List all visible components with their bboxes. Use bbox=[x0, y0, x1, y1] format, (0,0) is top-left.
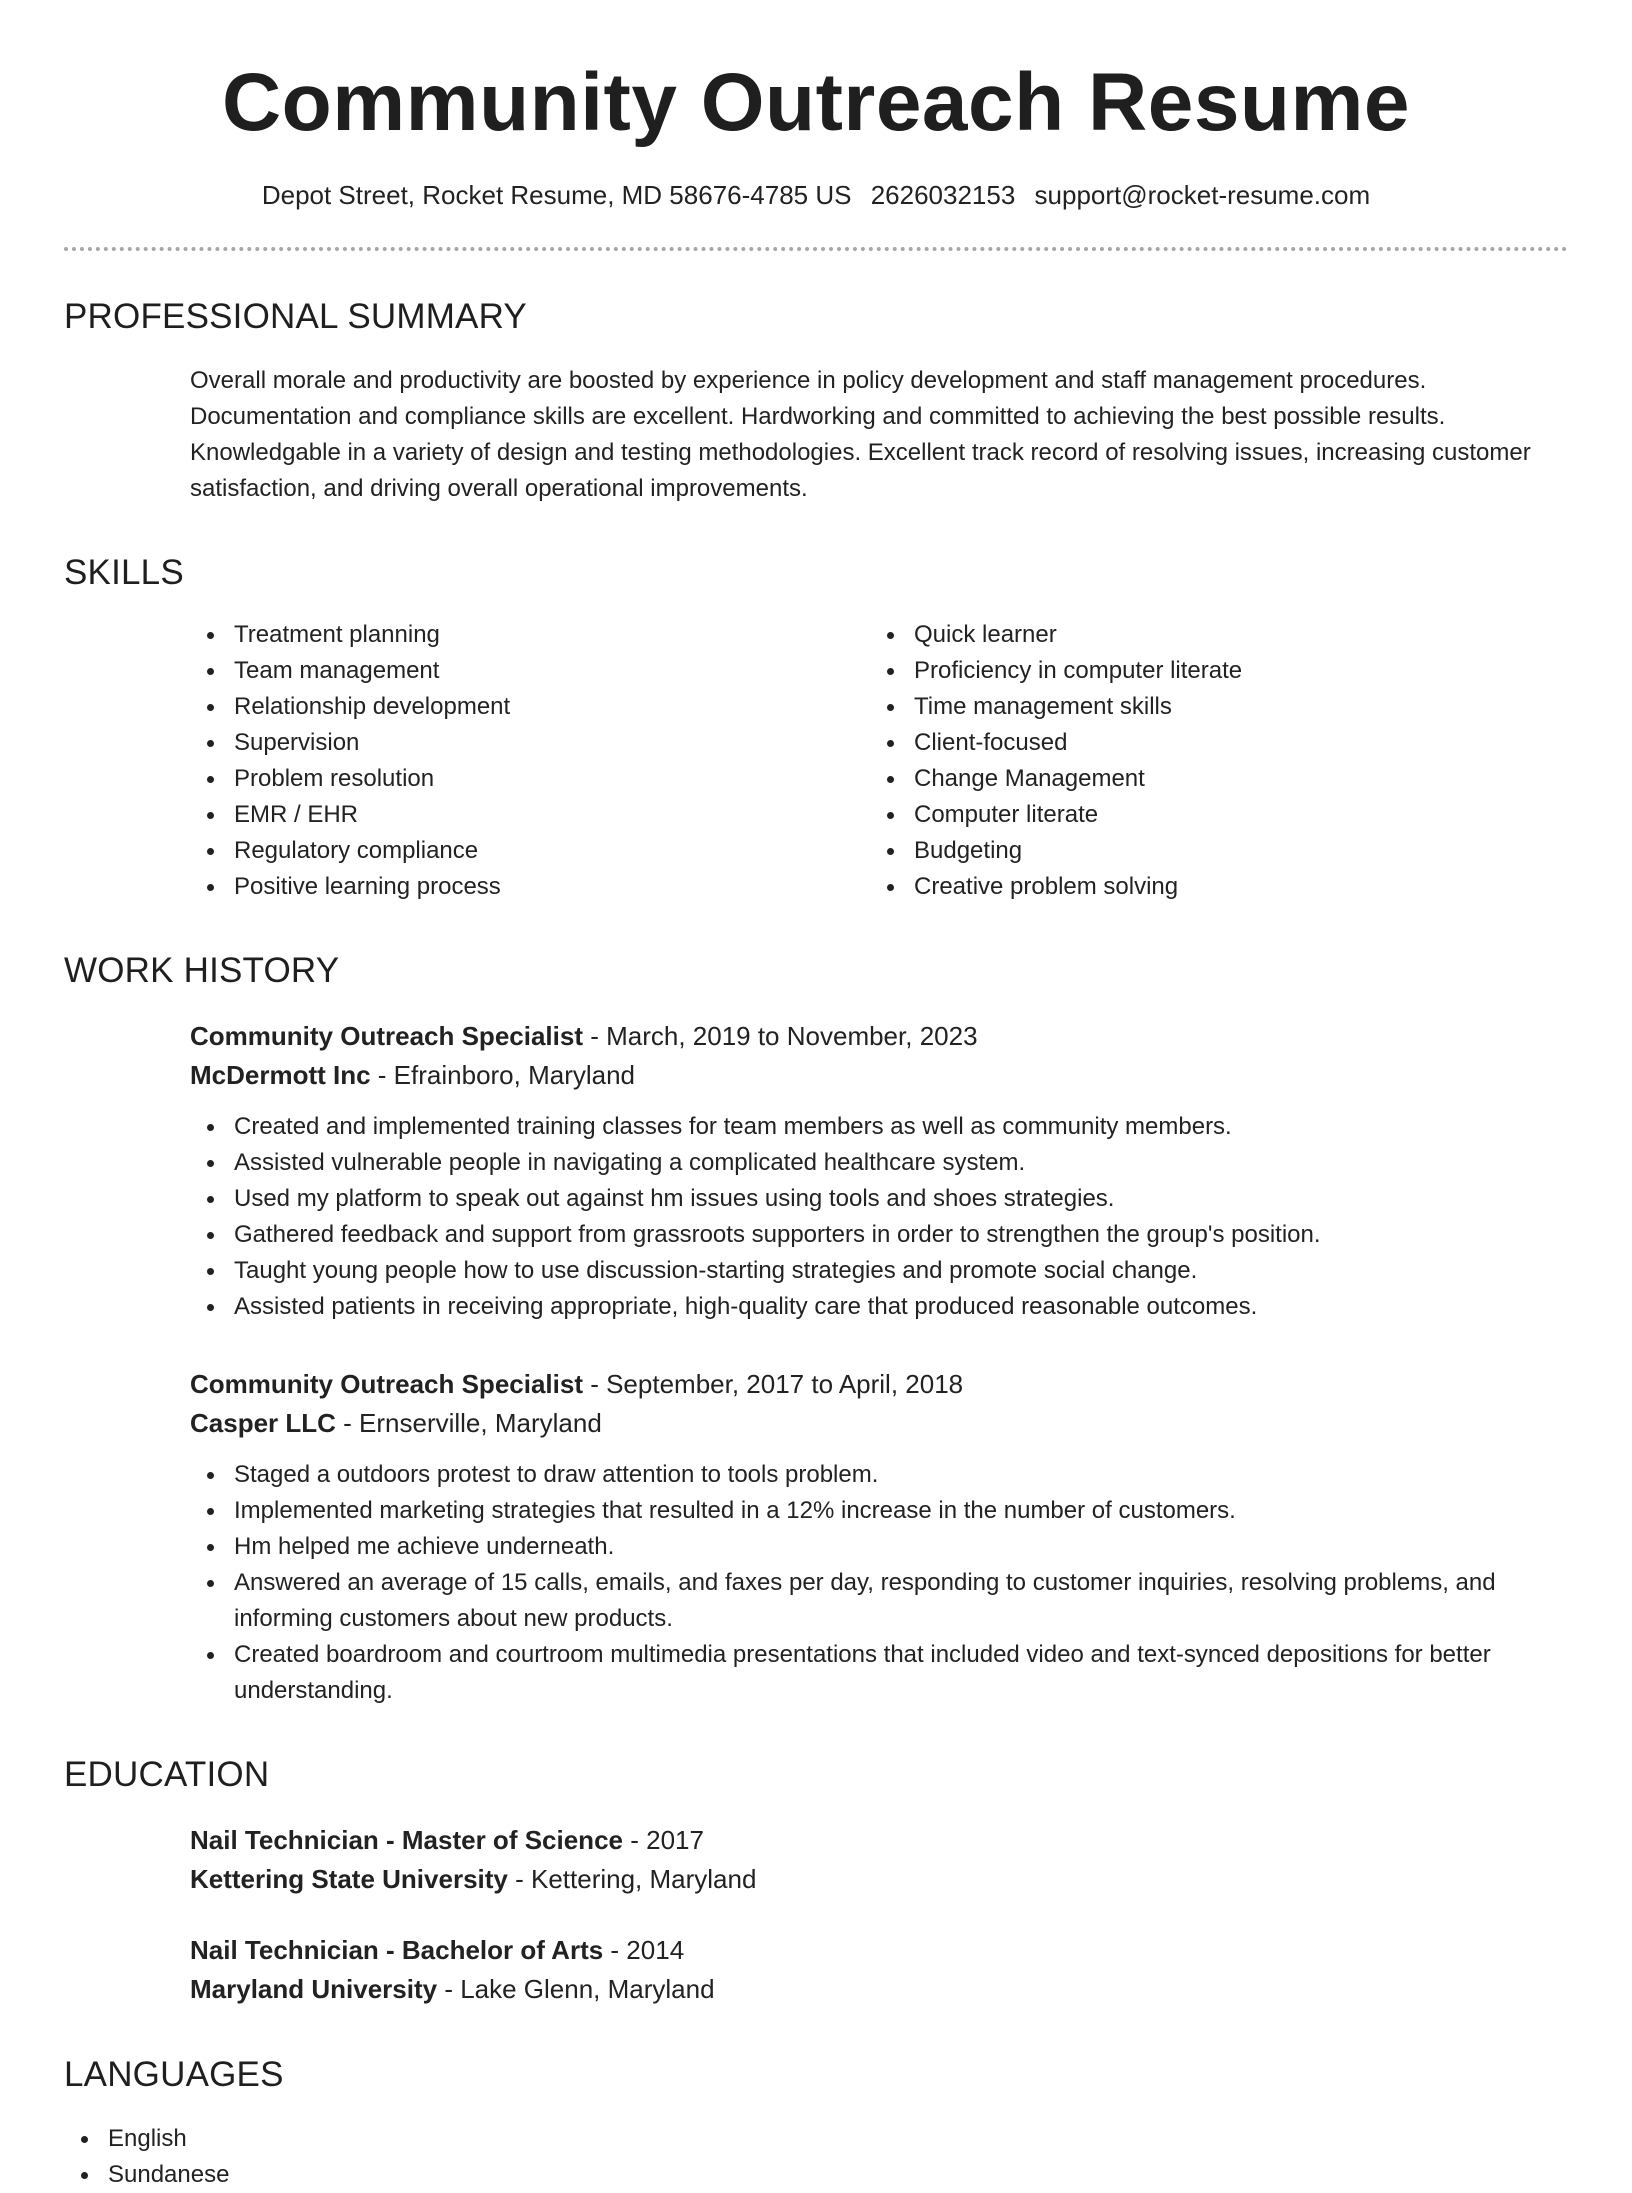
language-item: Sundanese bbox=[64, 2157, 1568, 2193]
education-degree: Nail Technician - Master of Science bbox=[190, 1825, 623, 1856]
job-bullet: Assisted vulnerable people in navigating a complicated healthcare system. bbox=[190, 1145, 1568, 1181]
languages-list bbox=[64, 2121, 1568, 2193]
education-school: Maryland University bbox=[190, 1974, 438, 2005]
job-company: Casper LLC bbox=[190, 1408, 336, 1439]
education-year: - 2017 bbox=[623, 1825, 704, 1856]
job-bullet: Hm helped me achieve underneath. bbox=[190, 1529, 1568, 1565]
header-divider bbox=[64, 247, 1568, 251]
job-bullet: Taught young people how to use discussion-starting strategies and promote social change. bbox=[190, 1253, 1568, 1289]
job-bullet: Assisted patients in receiving appropriate, high-quality care that produced reasonable outcomes. bbox=[190, 1289, 1568, 1325]
education-location: - Lake Glenn, Maryland bbox=[437, 1974, 715, 2005]
skill-item: Change Management bbox=[870, 761, 1242, 797]
job-bullet: Staged a outdoors protest to draw attention to tools problem. bbox=[190, 1457, 1568, 1493]
education-year: - 2014 bbox=[603, 1935, 685, 1966]
skills-section bbox=[64, 553, 1568, 905]
skill-item: EMR / EHR bbox=[190, 797, 870, 833]
education-school-line bbox=[190, 1970, 1568, 2009]
work-heading: WORK HISTORY bbox=[64, 951, 340, 991]
education-degree-line bbox=[190, 1931, 1568, 1970]
job-bullet: Created boardroom and courtroom multimedia presentations that included video and text-synced depositions for better understanding. bbox=[190, 1637, 1568, 1709]
education-entry bbox=[64, 1931, 1568, 2009]
languages-heading: LANGUAGES bbox=[64, 2055, 284, 2095]
languages-section bbox=[64, 2055, 1568, 2193]
job-bullet: Gathered feedback and support from grassroots supporters in order to strengthen the group's position. bbox=[190, 1217, 1568, 1253]
summary-section bbox=[64, 297, 1568, 507]
job-dates: - September, 2017 to April, 2018 bbox=[582, 1369, 964, 1400]
skill-item: Time management skills bbox=[870, 689, 1242, 725]
job-entry bbox=[64, 1017, 1568, 1325]
job-entry bbox=[64, 1365, 1568, 1709]
skill-item: Team management bbox=[190, 653, 870, 689]
skill-item: Relationship development bbox=[190, 689, 870, 725]
education-entry bbox=[64, 1821, 1568, 1899]
skills-columns bbox=[64, 617, 1568, 905]
contact-email: support@rocket-resume.com bbox=[1034, 180, 1371, 211]
education-school: Kettering State University bbox=[190, 1864, 508, 1895]
education-degree: Nail Technician - Bachelor of Arts bbox=[190, 1935, 604, 1966]
job-company-line bbox=[190, 1404, 1568, 1443]
job-bullet: Used my platform to speak out against hm issues using tools and shoes strategies. bbox=[190, 1181, 1568, 1217]
job-title-line bbox=[190, 1017, 1568, 1056]
skill-item: Problem resolution bbox=[190, 761, 870, 797]
job-title: Community Outreach Specialist bbox=[190, 1021, 583, 1052]
contact-line bbox=[64, 180, 1568, 211]
skills-list-right bbox=[870, 617, 1242, 905]
skill-item: Supervision bbox=[190, 725, 870, 761]
job-bullet: Created and implemented training classes for team members as well as community members. bbox=[190, 1109, 1568, 1145]
skills-list-left bbox=[190, 617, 870, 905]
skill-item: Positive learning process bbox=[190, 869, 870, 905]
skill-item: Creative problem solving bbox=[870, 869, 1242, 905]
education-location: - Kettering, Maryland bbox=[507, 1864, 757, 1895]
job-title: Community Outreach Specialist bbox=[190, 1369, 583, 1400]
job-dates: - March, 2019 to November, 2023 bbox=[582, 1021, 978, 1052]
job-title-line bbox=[190, 1365, 1568, 1404]
education-school-line bbox=[190, 1860, 1568, 1899]
skills-heading: SKILLS bbox=[64, 553, 184, 593]
job-company-line bbox=[190, 1056, 1568, 1095]
contact-phone: 2626032153 bbox=[870, 180, 1016, 211]
resume-title: Community Outreach Resume bbox=[221, 57, 1411, 148]
job-bullets bbox=[190, 1457, 1568, 1709]
contact-address: Depot Street, Rocket Resume, MD 58676-4785 US bbox=[261, 180, 852, 211]
education-heading: EDUCATION bbox=[64, 1755, 270, 1795]
summary-text: Overall morale and productivity are boosted by experience in policy development and staff management procedures. Documentation and compliance skills are excellent. Hardworking and committed to achieving the best possible results. Knowledgable in a variety of design and testing methodologies. Excellent track record of resolving issues, increasing customer satisfaction, and driving overall operational improvements. bbox=[190, 367, 1531, 503]
job-location: - Efrainboro, Maryland bbox=[370, 1060, 636, 1091]
job-bullets bbox=[190, 1109, 1568, 1325]
education-degree-line bbox=[190, 1821, 1568, 1860]
education-section bbox=[64, 1755, 1568, 2009]
skill-item: Regulatory compliance bbox=[190, 833, 870, 869]
skill-item: Proficiency in computer literate bbox=[870, 653, 1242, 689]
job-company: McDermott Inc bbox=[190, 1060, 371, 1091]
skill-item: Budgeting bbox=[870, 833, 1242, 869]
skill-item: Quick learner bbox=[870, 617, 1242, 653]
job-bullet: Answered an average of 15 calls, emails, and faxes per day, responding to customer inquiries, resolving problems, and informing customers about new products. bbox=[190, 1565, 1568, 1637]
skill-item: Client-focused bbox=[870, 725, 1242, 761]
work-section bbox=[64, 951, 1568, 1709]
skill-item: Computer literate bbox=[870, 797, 1242, 833]
language-item: English bbox=[64, 2121, 1568, 2157]
skill-item: Treatment planning bbox=[190, 617, 870, 653]
summary-heading: PROFESSIONAL SUMMARY bbox=[64, 297, 527, 337]
job-bullet: Implemented marketing strategies that resulted in a 12% increase in the number of customers. bbox=[190, 1493, 1568, 1529]
job-location: - Ernserville, Maryland bbox=[335, 1408, 602, 1439]
